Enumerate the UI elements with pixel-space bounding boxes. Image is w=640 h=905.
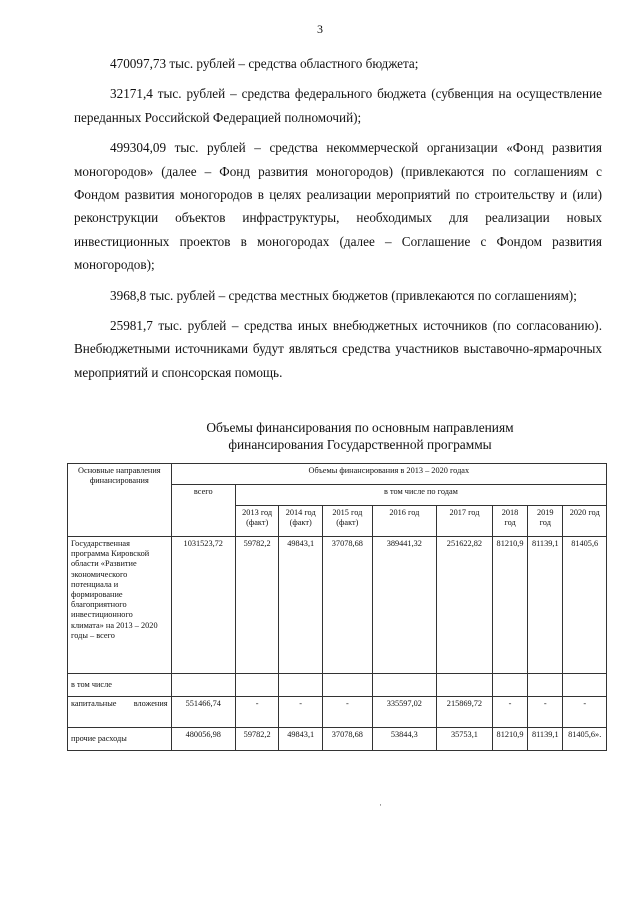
cell-value: -: [528, 697, 563, 728]
row-label-other: прочие расходы: [68, 728, 172, 751]
year-header: 2018 год: [492, 506, 527, 537]
cell-value: 59782,2: [235, 537, 279, 674]
year-header: 2019 год: [528, 506, 563, 537]
cell-value: 215869,72: [436, 697, 492, 728]
cell-value: -: [279, 697, 323, 728]
scan-dot: ·: [379, 800, 382, 810]
paragraph-regional-budget: 470097,73 тыс. рублей – средства областного бюджета;: [110, 56, 419, 71]
cell-value: 49843,1: [279, 728, 323, 751]
paragraph-local-budgets: 3968,8 тыс. рублей – средства местных бюджетов (привлекаются по соглашениям);: [110, 287, 577, 303]
table-row-other: [68, 728, 607, 751]
header-row-1: [68, 464, 607, 485]
cell-value: 251622,82: [436, 537, 492, 674]
cell-value: -: [235, 697, 279, 728]
row-label-capital-left: капитальные: [71, 699, 117, 708]
row-label-including: в том числе: [68, 674, 172, 697]
cell-value: 35753,1: [436, 728, 492, 751]
cell-total: 551466,74: [171, 697, 235, 728]
cell-value: 37078,68: [322, 728, 372, 751]
year-header: 2015 год (факт): [322, 506, 372, 537]
cell-value: 81139,1: [528, 728, 563, 751]
cell-value: 81210,9: [492, 537, 527, 674]
paragraph-extrabudgetary: 25981,7 тыс. рублей – средства иных внебюджетных источников (по согласованию). Внебюджетными источниками будут являться средства участников выставочно-ярмарочных мероприятий и спонсорская помощь.: [74, 318, 602, 380]
cell-value: 37078,68: [322, 537, 372, 674]
paragraph-monotown-fund: 499304,09 тыс. рублей – средства некоммерческой организации «Фонд развития моногородов» (далее – Фонд развития моногородов) (привлекаются по соглашениям с Фондом развития моногородов в целях реализации мероприятий по строительству и (или) реконструкции объектов инфраструктуры, необходимых для реализации новых инвестиционных проектов в моногородах (далее – Соглашение с Фондом развития моногородов);: [74, 140, 602, 273]
year-header: 2013 год (факт): [235, 506, 279, 537]
body-text: [74, 52, 602, 384]
cell-value: 389441,32: [372, 537, 436, 674]
cell-value: -: [492, 697, 527, 728]
cell-value: 81210,9: [492, 728, 527, 751]
cell-value: 81405,6: [563, 537, 607, 674]
row-label-program: Государственная программа Кировской области «Развитие экономического потенциала и формирование благоприятного инвестиционного климата» на 2013 – 2020 годы – всего: [68, 537, 172, 674]
row-label-capital: [68, 697, 172, 728]
year-header: 2017 год: [436, 506, 492, 537]
table-row-capital: [68, 697, 607, 728]
row-label-capital-right: вложения: [133, 699, 168, 708]
cell-value: 335597,02: [372, 697, 436, 728]
paragraph-federal-budget: 32171,4 тыс. рублей – средства федерального бюджета (субвенция на осуществление переданных Российской Федерацией полномочий);: [74, 86, 602, 125]
header-by-years: в том числе по годам: [235, 485, 606, 506]
cell-value: 81139,1: [528, 537, 563, 674]
cell-value: -: [322, 697, 372, 728]
year-header: 2016 год: [372, 506, 436, 537]
cell-value: 49843,1: [279, 537, 323, 674]
table-title: [100, 419, 620, 453]
cell-value: 81405,6».: [563, 728, 607, 751]
page-number: 3: [317, 22, 323, 36]
table-title-line-2: финансирования Государственной программы: [228, 437, 492, 452]
cell-total: 480056,98: [171, 728, 235, 751]
cell-value: 59782,2: [235, 728, 279, 751]
financing-table: [67, 463, 607, 751]
header-direction: Основные направления финансирования: [68, 464, 172, 537]
table-title-line-1: Объемы финансирования по основным направлениям: [206, 420, 514, 435]
header-volumes: Объемы финансирования в 2013 – 2020 годах: [171, 464, 606, 485]
year-header: 2014 год (факт): [279, 506, 323, 537]
header-total: всего: [171, 485, 235, 537]
cell-value: 53844,3: [372, 728, 436, 751]
table-row-including: [68, 674, 607, 697]
year-header: 2020 год: [563, 506, 607, 537]
cell-value: -: [563, 697, 607, 728]
table-row-program-total: [68, 537, 607, 674]
cell-total: 1031523,72: [171, 537, 235, 674]
